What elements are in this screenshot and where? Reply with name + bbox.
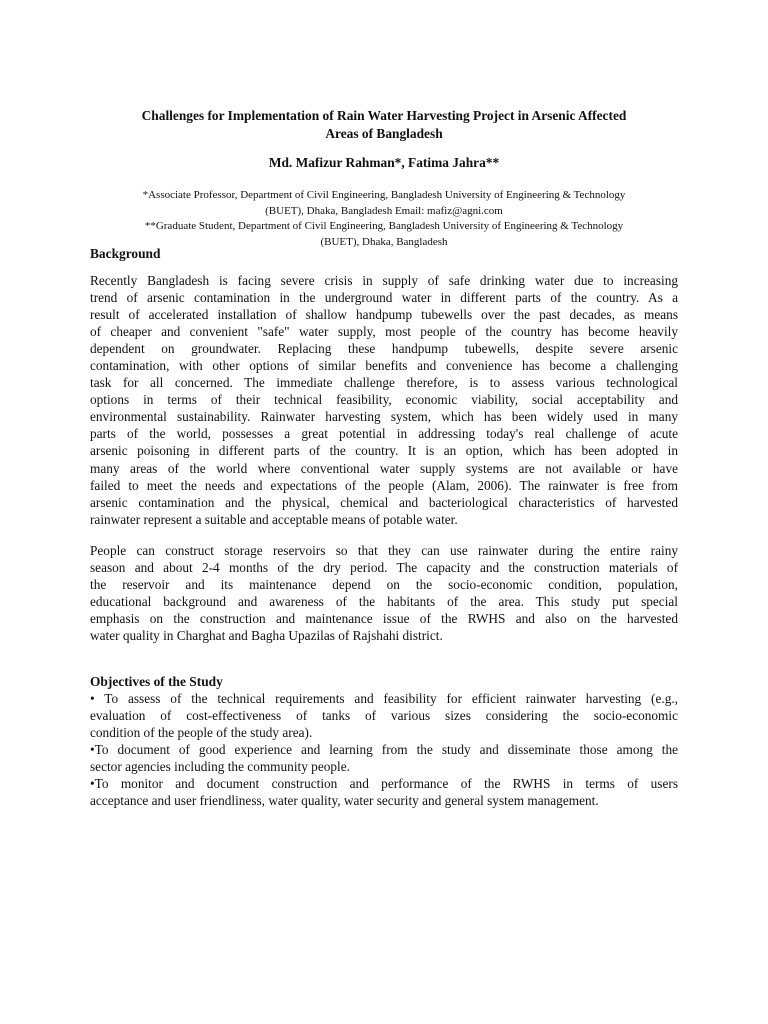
author-affiliations xyxy=(60,188,708,250)
text-line: educational background and awareness of the habitants of the area. This study put special xyxy=(90,594,678,610)
background-paragraph-1 xyxy=(90,272,678,528)
objective-item-2-line: •To document of good experience and learning from the study and disseminate those among the xyxy=(90,742,678,758)
objective-item-3-line: •To monitor and document construction and performance of the RWHS in terms of users xyxy=(90,776,678,792)
text-line: season and about 2-4 months of the dry period. The capacity and the construction materials of xyxy=(90,560,678,576)
text-line: of cheaper and convenient "safe" water supply, most people of the country has become heavily xyxy=(90,324,678,340)
objective-item-1-line: • To assess of the technical requirements and feasibility for efficient rainwater harvesting (e.g., xyxy=(90,691,678,706)
affiliation-line: **Graduate Student, Department of Civil Engineering, Bangladesh University of Engineering & Technology xyxy=(144,220,624,233)
paper-title xyxy=(60,107,708,142)
affiliation-line: (BUET), Dhaka, Bangladesh xyxy=(320,235,448,248)
text-line: water quality in Charghat and Bagha Upazilas of Rajshahi district. xyxy=(90,628,443,644)
text-line: Recently Bangladesh is facing severe crisis in supply of safe drinking water due to increasing xyxy=(90,273,678,288)
section-heading-background: Background xyxy=(90,246,161,261)
section-heading-objectives: Objectives of the Study xyxy=(90,674,223,689)
objective-item-3-line: acceptance and user friendliness, water quality, water security and general system management. xyxy=(90,793,599,809)
affiliation-line: *Associate Professor, Department of Civil Engineering, Bangladesh University of Engineering & Technology xyxy=(142,189,626,201)
text-line: trend of arsenic contamination in the underground water in different parts of the country. As a xyxy=(90,290,678,306)
text-line: the reservoir and its maintenance depend on the socio-economic condition, population, xyxy=(90,577,678,593)
text-line: failed to meet the needs and expectations of the people (Alam, 2006). The rainwater is free from xyxy=(90,477,678,493)
text-line: parts of the world, possesses a great potential in addressing today's real challenge of acute xyxy=(90,426,678,442)
objectives-list xyxy=(90,690,678,809)
text-line: arsenic poisoning in different parts of the country. It is an option, which has been adopted in xyxy=(90,443,678,459)
text-line: emphasis on the construction and maintenance issue of the RWHS and also on the harvested xyxy=(90,611,678,627)
text-line: environmental sustainability. Rainwater harvesting system, which has been widely used in many xyxy=(90,409,678,425)
text-line: People can construct storage reservoirs so that they can use rainwater during the entire rainy xyxy=(90,543,678,558)
objective-item-1-line: evaluation of cost-effectiveness of tanks of various sizes considering the socio-economic xyxy=(90,708,678,724)
text-line: dependent on groundwater. Replacing these handpump tubewells, despite severe arsenic xyxy=(90,341,678,357)
background-paragraph-2 xyxy=(90,542,678,644)
objective-item-2-line: sector agencies including the community people. xyxy=(90,759,350,775)
text-line: task for all concerned. The immediate challenge therefore, is to assess various technological xyxy=(90,375,678,391)
paper-authors: Md. Mafizur Rahman*, Fatima Jahra** xyxy=(268,155,500,170)
affiliation-line: (BUET), Dhaka, Bangladesh Email: mafiz@agni.com xyxy=(265,204,503,217)
objective-item-1-line: condition of the people of the study area). xyxy=(90,725,313,741)
text-line: rainwater represent a suitable and acceptable means of potable water. xyxy=(90,511,458,527)
text-line: result of accelerated installation of shallow handpump tubewells over the past decades, as means xyxy=(90,307,678,323)
text-line: contamination, with other options of similar benefits and convenience has become a challenging xyxy=(90,358,678,374)
text-line: options in terms of their technical feasibility, economic viability, social acceptability and xyxy=(90,392,678,408)
title-line: Areas of Bangladesh xyxy=(325,125,443,141)
text-line: arsenic contamination and the physical, chemical and bacteriological characteristics of harvested xyxy=(90,494,678,510)
title-line: Challenges for Implementation of Rain Water Harvesting Project in Arsenic Affected xyxy=(141,108,627,123)
text-line: many areas of the world where conventional water supply systems are not available or have xyxy=(90,460,678,476)
